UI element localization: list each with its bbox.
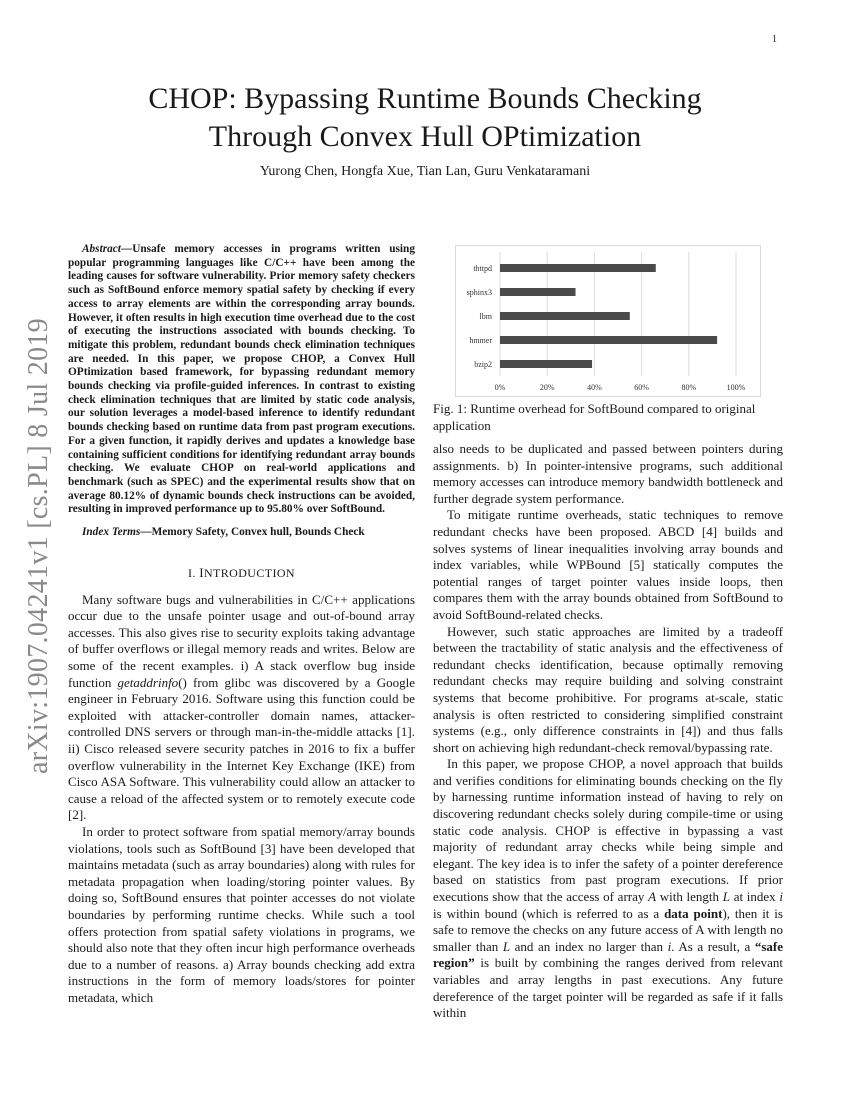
paragraph: To mitigate runtime overheads, static techniques to remove redundant checks have been proposed. ABCD [4] builds and solves systems of linear inequalities involving array bounds and index variables, while WPBound [5] statically computes the potential ranges of target pointer values inside loops, then compares them with the array bounds obtained from SoftBound to avoid SoftBound-related checks.: [433, 507, 783, 622]
math-function: getaddrinfo: [117, 674, 179, 690]
x-tick-label: 20%: [539, 383, 555, 392]
index-terms-text: —Memory Safety, Convex hull, Bounds Check: [140, 526, 365, 539]
x-tick-label: 80%: [681, 383, 697, 392]
left-column: [68, 243, 415, 1007]
y-tick-label: thttpd: [473, 264, 492, 273]
x-tick-label: 40%: [587, 383, 602, 392]
abstract-label: Abstract: [82, 243, 121, 255]
text-run: is built by combining the ranges derived from relevant variables and array lengths in past executions. Any future dereference of the target pointer will be regarded as safe if it falls within: [433, 955, 783, 1021]
index-terms-label: Index Terms: [82, 526, 141, 539]
x-tick-label: 0%: [494, 383, 506, 392]
bold-term: “safe region”: [433, 938, 783, 971]
bar: [500, 312, 630, 320]
math-var: L: [502, 938, 511, 954]
figure-1: [455, 245, 761, 397]
paragraph: also needs to be duplicated and passed between pointers during assignments. b) In pointer-intensive programs, such additional memory accesses can introduce memory bandwidth bottleneck and further degrade system performance.: [433, 441, 783, 506]
y-tick-label: lbm: [479, 312, 492, 321]
bar-chart: [456, 246, 762, 398]
math-var: L: [722, 889, 730, 905]
text-run: (): [178, 674, 187, 690]
x-tick-label: 60%: [634, 383, 649, 392]
bar: [500, 360, 592, 368]
paragraph: [68, 592, 415, 824]
text-run: In this paper, we propose CHOP, a novel approach that builds and verifies conditions for eliminating bounds checking on the fly by harnessing runtime information instead of having to rely on discovering redundant checks solely during compile-time or using static code analysis. CHOP is effective in bypassing a vast majority of redundant array checks while being simple and elegant. The key idea is to infer the safety of a pointer dereference based on statistics from past program executions. If prior executions show that the access of array: [433, 756, 783, 905]
math-var: A: [648, 889, 657, 905]
figure-caption: Fig. 1: Runtime overhead for SoftBound compared to original application: [433, 401, 756, 433]
text-run: ), then it is safe to remove the checks on any future access of A with length no smaller than: [433, 905, 783, 954]
right-column: [433, 441, 783, 1022]
section-numeral: I.: [188, 566, 196, 581]
authors: Yurong Chen, Hongfa Xue, Tian Lan, Guru Venkataramani: [259, 164, 591, 179]
title-line-2: Through Convex Hull OPtimization: [208, 120, 642, 153]
y-tick-label: bzip2: [474, 360, 492, 369]
abstract-text: —Unsafe memory accesses in programs written using popular programming languages like C/C++ have been among the leading causes for software vulnerability. Prior memory safety checkers such as SoftBound enforce memory spatial safety by checking if every access to array elements are within the corresponding array bounds. However, it often results in high execution time overhead due to the cost of executing the instructions associated with bounds checking. To mitigate this problem, redundant bounds check elimination techniques are needed. In this paper, we propose CHOP, a Convex Hull OPtimization based framework, for bypassing redundant memory bounds checking via profile-guided inferences. In contrast to existing check elimination techniques that are limited by static code analysis, our solution leverages a model-based inference to identify redundant bounds checking based on runtime data from past program executions. For a given function, it rapidly derives and updates a knowledge base containing sufficient conditions for identifying redundant array bounds checking. We evaluate CHOP on real-world applications and benchmark (such as SPEC) and the experimental results show that on average 80.12% of dynamic bounds check instructions can be avoided, resulting in improved performance up to 95.80% over SoftBound.: [68, 243, 415, 516]
bold-term: data point: [664, 905, 723, 921]
text-run: from glibc was discovered by a Google engineer in February 2016. Software using this function could be exploited with attacker-controller domain names, attacker-controlled DNS servers or through man-in-the-middle attacks [1]. ii) Cisco released severe security patches in 2016 to fix a buffer overflow vulnerability in the Internet Key Exchange (IKE) from Cisco ASA Software. This vulnerability could allow an attacker to cause a reload of the affected system or to remotely execute code [2].: [68, 674, 415, 823]
y-tick-label: hmmer: [469, 336, 492, 345]
text-run: . As a result, a: [671, 938, 755, 954]
paragraph: In order to protect software from spatial memory/array bounds violations, tools such as SoftBound [3] have been developed that maintains metadata (such as array boundaries) along with rules for metadata propagation when loading/storing pointer values. By doing so, SoftBound ensures that pointer accesses do not violate boundaries by performing runtime checks. While such a tool offers protection from spatial safety violations in programs, we should also note that they often incur high performance overheads due to a number of reasons. a) Array bounds checking add extra instructions in the form of memory loads/stores for pointer metadata, which: [68, 823, 415, 1005]
index-terms: [68, 525, 415, 539]
text-run: is within bound (which is referred to as a: [433, 905, 665, 921]
math-var: i: [779, 889, 783, 905]
paragraph: However, such static approaches are limited by a tradeoff between the tractability of static analysis and the effectiveness of redundant checks identification, because optimally removing redundant checks may require building and solving constraint systems that become prohibitive. For programs at-scale, static analysis is often restricted to considering simplified constraint systems (e.g., only difference constraints in [4]) and thus falls short on achieving high redundant-check removal/bypassing rate.: [433, 623, 783, 755]
section-heading-introduction: [68, 565, 415, 582]
page-number: 1: [772, 34, 777, 45]
bar: [500, 336, 717, 344]
arxiv-stamp-text: arXiv:1907.04241v1 [cs.PL] 8 Jul 2019: [23, 318, 54, 774]
bar: [500, 264, 656, 272]
paragraph: [433, 756, 783, 1022]
text-run: at index: [729, 889, 780, 905]
math-var: i: [667, 938, 672, 954]
paper-title: [70, 80, 780, 156]
abstract: [68, 243, 415, 517]
y-tick-label: sphinx3: [466, 288, 492, 297]
arxiv-stamp: [18, 318, 60, 774]
text-run: and an index no larger than: [510, 938, 668, 954]
title-line-1: CHOP: Bypassing Runtime Bounds Checking: [148, 82, 702, 115]
text-run: Many software bugs and vulnerabilities in C/C++ applications occur due to the unsafe pointer usage and out-of-bound array accesses. This also gives rise to security exploits taking advantage of buffer overflows or illegal memory reads and writes. Below are some of the recent examples. i) A stack overflow bug inside function: [68, 591, 415, 690]
section-first-letter: I: [199, 565, 204, 581]
bar: [500, 288, 576, 296]
x-tick-label: 100%: [726, 383, 746, 392]
section-rest: NTRODUCTION: [203, 566, 295, 581]
text-run: with length: [656, 889, 723, 905]
